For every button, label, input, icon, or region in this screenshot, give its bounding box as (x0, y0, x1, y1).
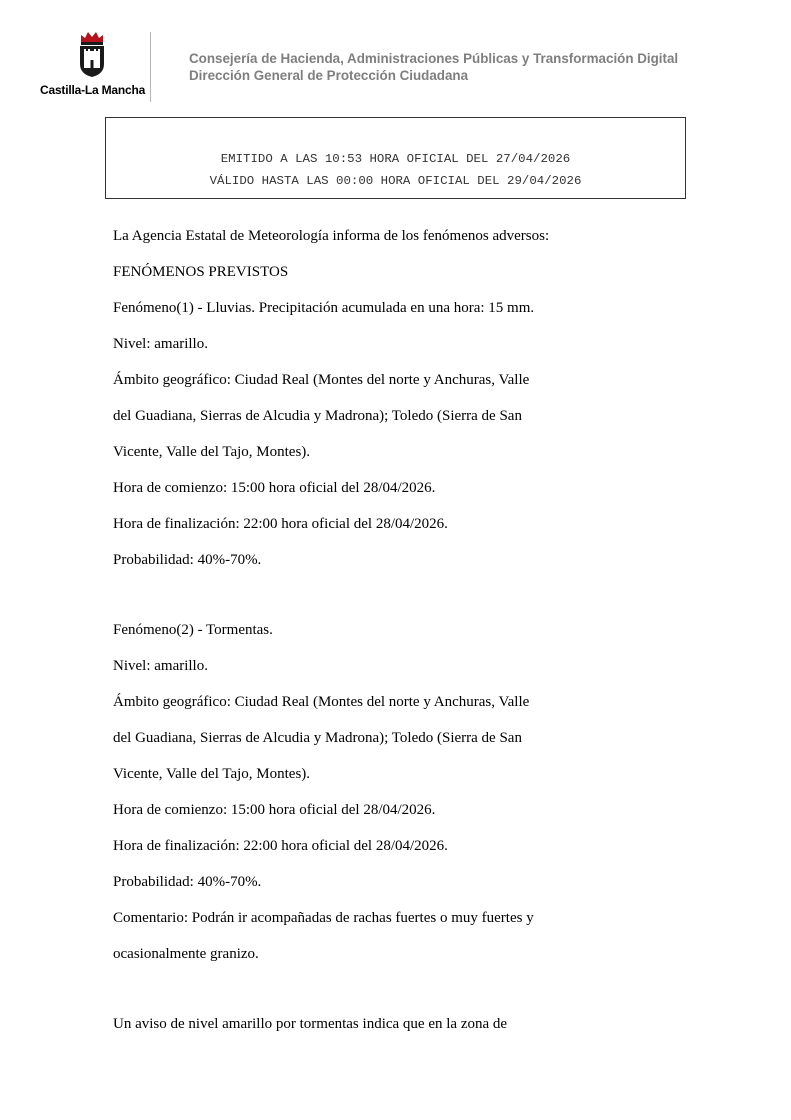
castilla-la-mancha-logo (40, 30, 144, 102)
department-name: Consejería de Hacienda, Administraciones Públicas y Transformación Digital (189, 51, 679, 66)
notice-body (113, 224, 673, 1048)
valid-until: VÁLIDO HASTA LAS 00:00 HORA OFICIAL DEL 29/04/2026 (209, 174, 582, 188)
phenomenon-2-start: Hora de comienzo: 15:00 hora oficial del 28/04/2026. (113, 802, 436, 818)
logo-text: Castilla-La Mancha (40, 83, 146, 97)
phenomenon-2-title: Fenómeno(2) - Tormentas. (113, 622, 273, 638)
phenomenon-2-comment-line1: Comentario: Podrán ir acompañadas de rachas fuertes o muy fuertes y (113, 910, 534, 926)
phenomenon-1-area-line1: Ámbito geográfico: Ciudad Real (Montes del norte y Anchuras, Valle (113, 372, 530, 388)
directorate-name: Dirección General de Protección Ciudadana (189, 68, 469, 83)
page-header (189, 50, 678, 84)
phenomenon-2-end: Hora de finalización: 22:00 hora oficial del 28/04/2026. (113, 838, 448, 854)
phenomenon-2-level: Nivel: amarillo. (113, 658, 208, 674)
phenomenon-2-area-line3: Vicente, Valle del Tajo, Montes). (113, 766, 311, 782)
phenomenon-1-title: Fenómeno(1) - Lluvias. Precipitación acumulada en una hora: 15 mm. (113, 300, 535, 316)
phenomenon-1-start: Hora de comienzo: 15:00 hora oficial del 28/04/2026. (113, 480, 436, 496)
phenomenon-2-comment-line2: ocasionalmente granizo. (113, 946, 259, 962)
phenomenon-2-area-line2: del Guadiana, Sierras de Alcudia y Madrona); Toledo (Sierra de San (113, 730, 522, 746)
spacer (113, 584, 673, 618)
phenomenon-1-area-line2: del Guadiana, Sierras de Alcudia y Madrona); Toledo (Sierra de San (113, 408, 522, 424)
phenomenon-1-area-line3: Vicente, Valle del Tajo, Montes). (113, 444, 311, 460)
notice-validity-box (105, 117, 686, 199)
phenomenon-1-level: Nivel: amarillo. (113, 336, 208, 352)
phenomenon-2-area-line1: Ámbito geográfico: Ciudad Real (Montes del norte y Anchuras, Valle (113, 694, 530, 710)
intro-text: La Agencia Estatal de Meteorología informa de los fenómenos adversos: (113, 228, 550, 244)
phenomenon-2-probability: Probabilidad: 40%-70%. (113, 874, 262, 890)
issued-time: EMITIDO A LAS 10:53 HORA OFICIAL DEL 27/04/2026 (220, 152, 571, 166)
section-title: FENÓMENOS PREVISTOS (113, 264, 289, 280)
header-divider (150, 32, 151, 102)
coat-of-arms-icon (78, 30, 106, 78)
phenomenon-1-end: Hora de finalización: 22:00 hora oficial del 28/04/2026. (113, 516, 448, 532)
closing-text: Un aviso de nivel amarillo por tormentas indica que en la zona de (113, 1016, 508, 1032)
spacer (113, 978, 673, 1012)
phenomenon-1-probability: Probabilidad: 40%-70%. (113, 552, 262, 568)
